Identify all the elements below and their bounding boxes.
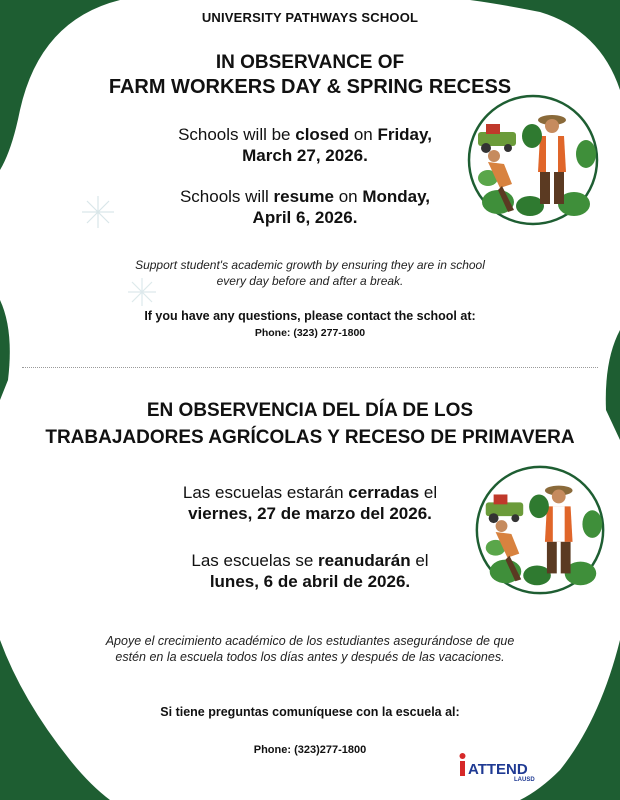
right-mid-shape: [606, 330, 620, 440]
english-resume-notice: Schools will resume on Monday, April 6, 2026.: [179, 187, 431, 228]
english-phone: Phone: (323) 277-1800: [254, 327, 366, 339]
spanish-headline-line1: EN OBSERVENCIA DEL DÍA DE LOS: [146, 400, 474, 421]
school-name: UNIVERSITY PATHWAYS SCHOOL: [201, 10, 419, 25]
english-support-message: Support student's academic growth by ensuring they are in school every day before and after a break.: [135, 258, 485, 288]
english-headline-line1: IN OBSERVANCE OF: [215, 52, 405, 73]
spanish-contact-question: Si tiene preguntas comuníquese con la escuela al:: [160, 705, 460, 719]
logo-word: ATTEND: [468, 761, 528, 778]
i-attend-logo: [458, 752, 548, 782]
spanish-support-message: Apoye el crecimiento académico de los estudiantes asegurándose de que estén en la escuela todos los días antes y después de las vacaciones.: [105, 634, 515, 665]
farm-workers-illustration: [458, 92, 608, 228]
left-mid-shape: [0, 300, 10, 400]
spanish-resume-notice: Las escuelas se reanudarán el lunes, 6 de abril de 2026.: [191, 551, 429, 592]
logo-sub: LAUSD: [514, 777, 535, 782]
spanish-phone: Phone: (323)277-1800: [253, 744, 367, 756]
snowflake-icon: [82, 196, 114, 228]
english-closed-notice: Schools will be closed on Friday, March 27, 2026.: [178, 125, 432, 166]
spanish-headline-line2: TRABAJADORES AGRÍCOLAS Y RECESO DE PRIMAVERA: [45, 427, 575, 448]
english-headline-line2: FARM WORKERS DAY & SPRING RECESS: [108, 76, 512, 98]
english-contact-question: If you have any questions, please contact the school at:: [144, 309, 476, 323]
spanish-closed-notice: Las escuelas estarán cerradas el viernes, 27 de marzo del 2026.: [182, 483, 438, 524]
section-divider: [22, 367, 598, 368]
farm-workers-illustration: [466, 462, 614, 598]
